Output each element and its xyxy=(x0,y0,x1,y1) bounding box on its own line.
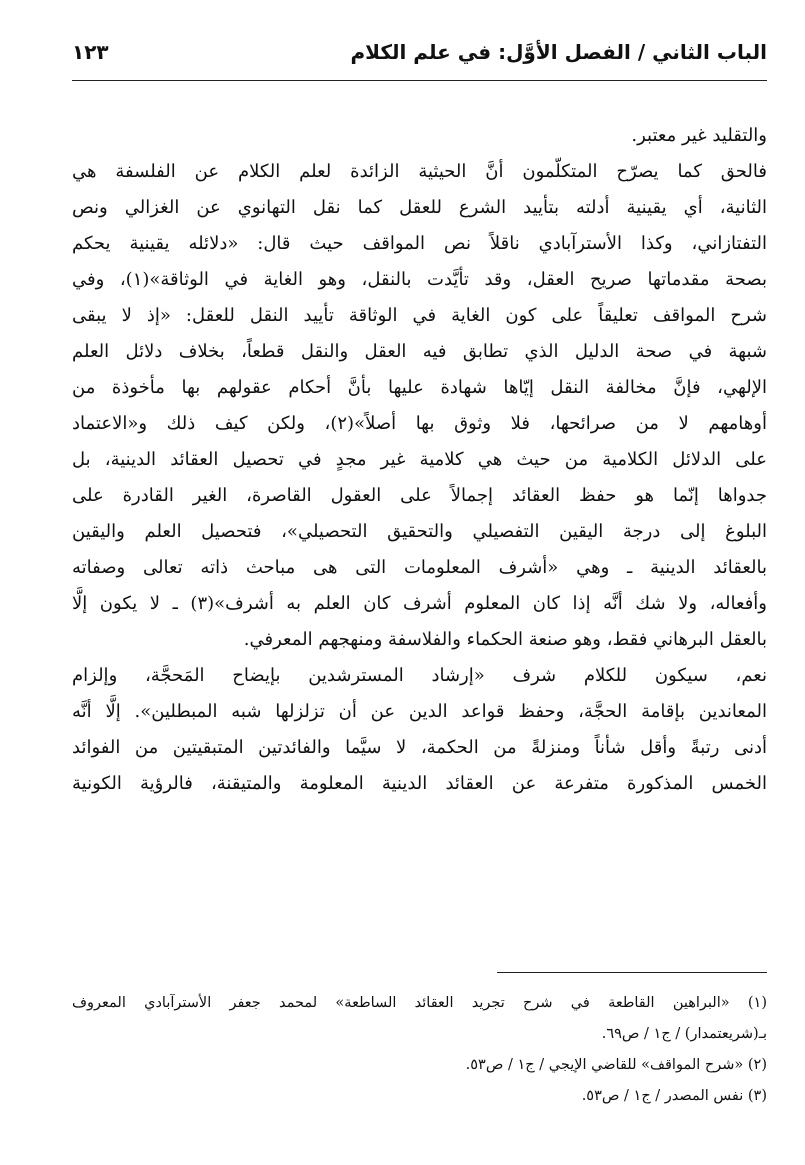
body-line: جدواها إنّما هو حفظ العقائد إجمالاً على العقول القاصرة، الغير القادرة على xyxy=(72,485,767,506)
body-text xyxy=(72,118,767,802)
body-line: وأفعاله، ولا شك أنَّه إذا كان المعلوم أشرف كان العلم به أشرف»(٣) ـ لا يكون إلَّا xyxy=(72,593,767,614)
footnote-line: بـ(شريعتمدار) / ج١ / ص٦٩. xyxy=(601,1026,767,1042)
body-line: الثانية، أي يقينية أدلته بتأييد الشرع للعقل كما نقل التهانوي عن الغزالي ونص xyxy=(72,197,767,218)
running-header-title: الباب الثاني / الفصل الأوَّل: في علم الكلام xyxy=(350,40,767,64)
footnote-rule xyxy=(497,972,767,973)
body-line: بالعقل البرهاني فقط، وهو صنعة الحكماء والفلاسفة ومنهجهم المعرفي. xyxy=(243,629,767,650)
footnote-line: (١) «البراهين القاطعة في شرح تجريد العقائد الساطعة» لمحمد جعفر الأسترآبادي المعروف xyxy=(72,995,767,1011)
page-number: ١٢٣ xyxy=(72,40,109,64)
body-line: أدنى رتبةً وأقل شأناً ومنزلةً من الحكمة، لا سيَّما والفائدتين المتبقيتين من الفوائد xyxy=(72,737,767,758)
footnote-line: (٢) «شرح المواقف» للقاضي الإيجي / ج١ / ص٥٣. xyxy=(465,1057,767,1073)
body-line: فالحق كما يصرّح المتكلّمون أنَّ الحيثية الزائدة لعلم الكلام عن الفلسفة هي xyxy=(72,161,767,182)
body-line: أوهامهم لا من صرائحها، فلا وثوق بها أصلاً»(٢)، ولكن كيف ذلك و«الاعتماد xyxy=(72,413,767,434)
body-line: نعم، سيكون للكلام شرف «إرشاد المسترشدين بإيضاح المَحجَّة، وإلزام xyxy=(72,665,767,686)
footnotes xyxy=(72,988,767,1112)
footnote-line: (٣) نفس المصدر / ج١ / ص٥٣. xyxy=(581,1088,767,1104)
header-rule xyxy=(72,80,767,81)
body-line: شرح المواقف تعليقاً على كون الغاية في الوثاقة تأييد النقل للعقل: «إذ لا يبقى xyxy=(72,305,767,326)
body-line: الخمس المذكورة متفرعة عن العقائد الدينية المعلومة والمتيقنة، فالرؤية الكونية xyxy=(72,773,767,794)
body-line: البلوغ إلى درجة اليقين التفصيلي والتحقيق التحصيلي»، فتحصيل العلم واليقين xyxy=(72,521,767,542)
body-line: التفتازاني، وكذا الأسترآبادي ناقلاً نص المواقف حيث قال: «دلائله يقينية يحكم xyxy=(72,233,767,254)
body-line: شبهة في صحة الدليل الذي تطابق فيه العقل والنقل قطعاً، بخلاف دلائل العلم xyxy=(72,341,767,362)
body-line: بالعقائد الدينية ـ وهي «أشرف المعلومات التى هى مباحث ذاته تعالى وصفاته xyxy=(72,557,767,578)
body-line: على الدلائل الكلامية من حيث هي كلامية غير مجدٍ في تحصيل العقائد الدينية، بل xyxy=(72,449,767,470)
body-line: والتقليد غير معتبر. xyxy=(631,125,767,146)
body-line: الإلهي، فإنَّ مخالفة النقل إيّاها شهادة عليها بأنَّ أحكام عقولهم بها مأخوذة من xyxy=(72,377,767,398)
page-header xyxy=(72,30,767,74)
body-line: المعاندين بإقامة الحجَّة، وحفظ قواعد الدين عن أن تزلزلها شبه المبطلين». إلَّا أنَّه xyxy=(72,701,767,722)
body-line: بصحة مقدماتها صريح العقل، وقد تأيَّدت بالنقل، وهو الغاية في الوثاقة»(١)، وفي xyxy=(72,269,767,290)
